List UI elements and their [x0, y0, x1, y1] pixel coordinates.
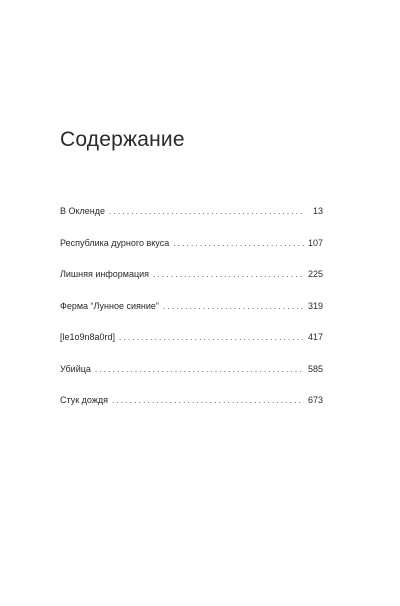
toc-entry-page-number: 107: [307, 237, 323, 248]
toc-entry-title: [le1o9n8a0rd]: [60, 332, 116, 342]
toc-entry: [60, 364, 323, 396]
toc-entry-page-number: 225: [307, 269, 323, 279]
toc-leader-dots: [163, 303, 304, 311]
toc-leader-dots: [173, 240, 304, 248]
toc-entry: [60, 206, 323, 238]
toc-entry-title: В Окленде: [60, 206, 106, 216]
toc-leader-dots: [112, 397, 304, 405]
toc-entry: [60, 332, 323, 364]
toc-entry: [60, 395, 323, 427]
page-title: Содержание: [60, 128, 185, 151]
toc-leader-dots: [153, 271, 304, 279]
toc-entry-page-number: 673: [307, 395, 323, 405]
toc-leader-dots: [95, 366, 304, 374]
toc-entry: [60, 301, 323, 333]
toc-entry-title: Республика дурного вкуса: [60, 237, 170, 248]
toc-entry: [60, 269, 323, 301]
toc-entry-page-number: 319: [307, 300, 323, 311]
toc-entry-title: Стук дождя: [60, 395, 108, 405]
table-of-contents: [60, 206, 323, 427]
toc-entry-page-number: 417: [307, 332, 323, 342]
toc-entry-title: Убийца: [60, 363, 91, 374]
toc-entry: [60, 238, 323, 270]
toc-entry-page-number: 585: [307, 363, 323, 374]
toc-entry-page-number: 13: [312, 206, 323, 216]
toc-leader-dots: [119, 334, 304, 342]
toc-entry-title: Лишняя информация: [60, 269, 150, 279]
toc-leader-dots: [109, 208, 305, 216]
toc-entry-title: Ферма “Лунное сияние”: [60, 300, 159, 311]
